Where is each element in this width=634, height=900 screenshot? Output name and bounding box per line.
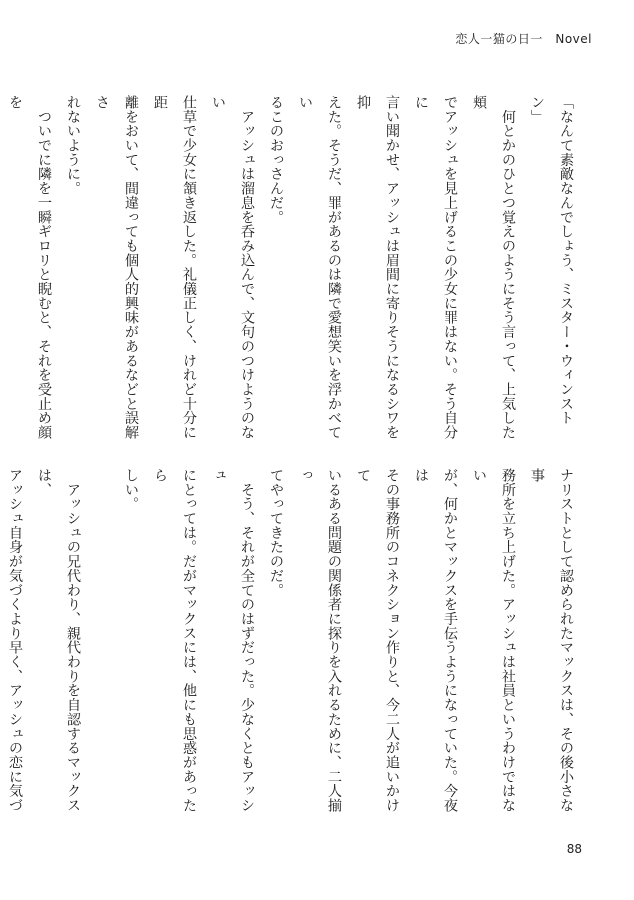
text-line: 仕草で少女に頷き返した。礼儀正しく、けれど十分に距 (152, 95, 197, 440)
text-line: アッシュは溜息を呑み込んで、文句のつけようのない (210, 95, 255, 440)
text-line: るこのおっさんだ。 (268, 95, 284, 225)
text-line: しい。 (123, 468, 139, 512)
lower-text-column (7, 468, 580, 813)
text-line: でアッシュを見上げるこの少女に罪はない。そう自分に (413, 95, 458, 440)
page-number: 88 (566, 842, 582, 856)
text-line: ついでに隣を一瞬ギロリと睨むと、それを受止め顔を (7, 95, 52, 440)
text-line: れないように。 (65, 95, 81, 196)
text-line: いるある問題の関係者に探りを入れるために、二人揃っ (297, 468, 342, 813)
text-line: そう、それが全てのはずだった。少なくともアッシュ (210, 468, 255, 813)
text-line: その事務所のコネクション作りと、今二人が追いかけて (355, 468, 400, 813)
text-line: アッシュの兄代わり、親代わりを自認するマックスは、 (36, 468, 81, 813)
text-line: ナリストとして認められたマックスは、その後小さな事 (529, 468, 574, 813)
text-line: 離をおいて、間違っても個人的興味があるなどと誤解さ (94, 95, 139, 440)
running-header: 恋人一猫の日一 Novel (455, 32, 592, 46)
upper-text-column (7, 95, 580, 440)
text-line: 「なんて素敵なんでしょう、ミスター・ウィンストン」 (529, 95, 574, 426)
text-line: 務所を立ち上げた。アッシュは社員というわけではない (471, 468, 516, 813)
text-line: にとっては。だがマックスには、他にも思惑があったら (152, 468, 197, 813)
text-line: 言い聞かせ、アッシュは眉間に寄りそうになるシワを抑 (355, 95, 400, 440)
text-line: が、何かとマックスを手伝うようになっていた。今夜は (413, 468, 458, 813)
text-line: 何とかのひとつ覚えのようにそう言って、上気した頬 (471, 95, 516, 440)
text-line: アッシュ自身が気づくより早く、アッシュの恋に気づ (7, 468, 23, 813)
text-line: えた。そうだ、罪があるのは隣で愛想笑いを浮かべてい (297, 95, 342, 440)
blank-line (87, 468, 116, 813)
text-line: てやってきたのだ。 (268, 468, 284, 598)
